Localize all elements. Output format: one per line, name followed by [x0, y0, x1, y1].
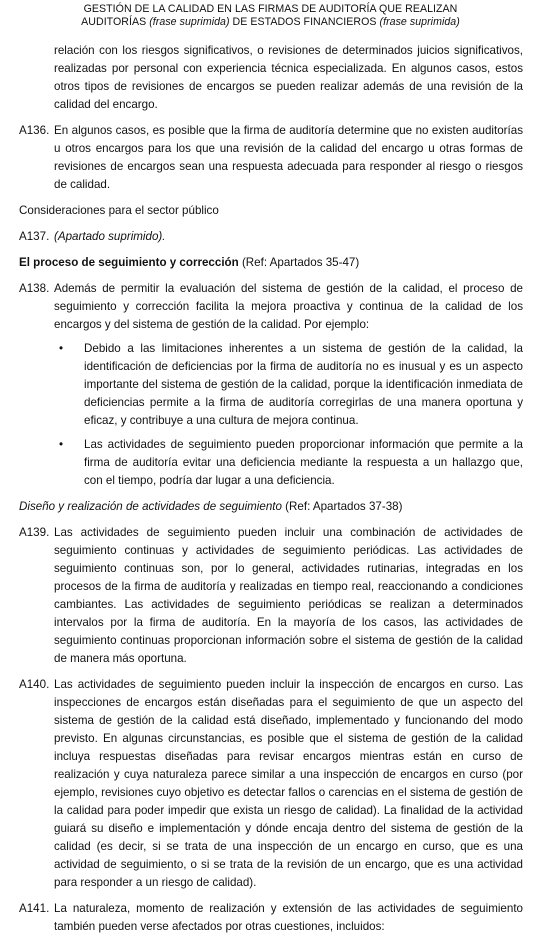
public-sector-heading: Consideraciones para el sector público: [19, 204, 219, 217]
paragraph-a139: [19, 524, 523, 668]
document-body: [19, 42, 523, 936]
paragraph-a140: [19, 676, 523, 892]
bullet-item-2: [19, 436, 523, 490]
header-line-2: [0, 16, 541, 29]
paragraph-text: (Apartado suprimido).: [54, 230, 166, 243]
paragraph-a138: [19, 280, 523, 334]
bullet-marker: •: [59, 342, 64, 355]
paragraph-number: A140.: [19, 678, 50, 691]
header-text-d: (frase suprimida): [379, 15, 460, 28]
header-line-1: GESTIÓN DE LA CALIDAD EN LAS FIRMAS DE AUDITORÍA QUE REALIZAN: [83, 3, 458, 15]
bullet-text: Las actividades de seguimiento pueden proporcionar información que permite a la firma de auditoría evitar una deficiencia mediante la respuesta a un hallazgo que, con el tiempo, podría dar lugar a una deficiencia.: [84, 438, 523, 487]
section-reference: (Ref: Apartados 35-47): [238, 256, 360, 269]
page-header: [0, 0, 541, 28]
paragraph-text: Además de permitir la evaluación del sistema de gestión de la calidad, el proceso de seguimiento y corrección facilita la mejora proactiva y continua de la calidad de los encargos y del sistema de gestión de la calidad. Por ejemplo:: [54, 282, 523, 331]
subsection-heading: [19, 498, 523, 516]
paragraph-number: A141.: [19, 902, 50, 915]
section-title: El proceso de seguimiento y corrección: [19, 256, 239, 269]
paragraph-text: Las actividades de seguimiento pueden incluir la inspección de encargos en curso. Las inspecciones de encargos están diseñadas para el seguimiento de que un aspecto del sistema de gestión de la calidad está diseñado, implementado y funcionando del modo previsto. En algunas circunstancias, es posible que el sistema de gestión de la calidad incluya respuestas diseñadas para revisar encargos mientras están en curso de realización y cuya naturaleza parece similar a una inspección de encargos en curso (por ejemplo, revisiones cuyo objetivo es detectar fallos o carencias en el sistema de gestión de la calidad para poder impedir que exista un riesgo de calidad). La finalidad de la actividad guiará su diseño e implementación y dónde encaja dentro del sistema de gestión de la calidad (es decir, si se trata de una inspección de un encargo en curso, que es una actividad de seguimiento, o si se trata de la revisión de un encargo, que es una actividad para responder a un riesgo de calidad).: [54, 678, 523, 889]
continued-paragraph: [19, 42, 523, 114]
paragraph-a136: [19, 122, 523, 194]
subsection-reference: (Ref: Apartados 37-38): [281, 500, 403, 513]
bullet-marker: •: [59, 438, 64, 451]
paragraph-text: En algunos casos, es posible que la firma de auditoría determine que no existen auditorías u otros encargos para los que una revisión de la calidad del encargo u otras formas de revisiones de encargos sean una respuesta adecuada para responder al riesgo o riesgos de calidad.: [54, 124, 523, 191]
header-text-c: DE ESTADOS FINANCIEROS: [229, 15, 380, 28]
bullet-item-1: [19, 340, 523, 430]
header-text-a: AUDITORÍAS: [81, 15, 150, 28]
paragraph-number: A137.: [19, 230, 50, 243]
paragraph-text: Las actividades de seguimiento pueden incluir una combinación de actividades de seguimiento continuas y actividades de seguimiento periódicas. Las actividades de seguimiento continuas son, por lo general, actividades rutinarias, integradas en los procesos de la firma de auditoría y realizadas en tiempo real, reaccionando a condiciones cambiantes. Las actividades de seguimiento periódicas se realizan a determinados intervalos por la firma de auditoría. En la mayoría de los casos, las actividades de seguimiento continuas proporcionan información sobre el sistema de gestión de la calidad de manera más oportuna.: [54, 526, 523, 665]
paragraph-text: La naturaleza, momento de realización y extensión de las actividades de seguimiento también pueden verse afectados por otras cuestiones, incluidos:: [54, 902, 523, 933]
paragraph-number: A138.: [19, 282, 50, 295]
section-heading: [19, 254, 523, 272]
paragraph-number: A139.: [19, 526, 50, 539]
paragraph-a141: [19, 900, 523, 936]
header-text-b: (frase suprimida): [149, 15, 230, 28]
paragraph-a137: [19, 228, 523, 246]
continued-paragraph-text: relación con los riesgos significativos, o revisiones de determinados juicios significativos, realizadas por personal con experiencia técnica especializada. En algunos casos, estos otros tipos de revisiones de encargos se pueden realizar además de una revisión de la calidad del encargo.: [54, 44, 523, 111]
subsection-title: Diseño y realización de actividades de seguimiento: [19, 500, 282, 513]
bullet-text: Debido a las limitaciones inherentes a un sistema de gestión de la calidad, la identificación de deficiencias por la firma de auditoría no es inusual y es un aspecto importante del sistema de gestión de la calidad, porque la identificación inmediata de deficiencias permite a la firma de auditoría corregirlas de una manera oportuna y eficaz, y contribuye a una cultura de mejora continua.: [84, 342, 523, 427]
paragraph-number: A136.: [19, 124, 50, 137]
